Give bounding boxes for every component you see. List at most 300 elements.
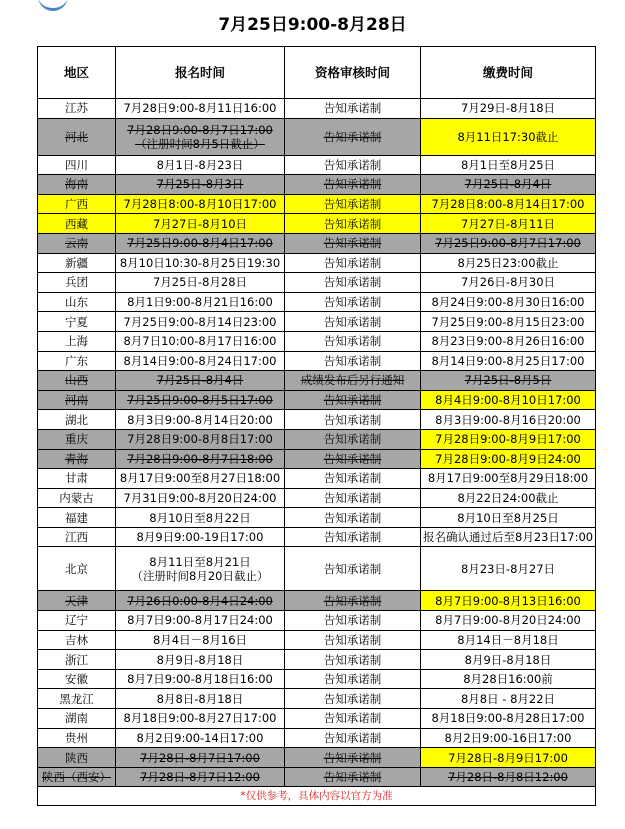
registration-line: 8月7日10:00-8月17日16:00 bbox=[123, 334, 277, 349]
cell-fee-time bbox=[421, 508, 596, 528]
registration-line: 8月1日-8月23日 bbox=[156, 157, 244, 172]
cell-fee-time bbox=[421, 214, 596, 234]
cell-region-text: 福建 bbox=[65, 510, 88, 525]
cell-region-text: 甘肃 bbox=[65, 471, 88, 486]
cell-review-time bbox=[285, 469, 421, 489]
cell-fee-time-text: 7月28日9:00-8月9日17:00 bbox=[435, 432, 581, 447]
cell-review-time bbox=[285, 194, 421, 214]
cell-region-text: 山西 bbox=[65, 373, 88, 388]
cell-region-text: 广东 bbox=[65, 353, 88, 368]
cell-review-time bbox=[285, 527, 421, 547]
cell-fee-time bbox=[421, 630, 596, 650]
cell-region-text: 西藏 bbox=[65, 216, 88, 231]
cell-region bbox=[38, 99, 116, 119]
cell-registration-time bbox=[116, 390, 285, 410]
registration-line: 7月25日9:00-8月4日17:00 bbox=[127, 236, 273, 251]
cell-region bbox=[38, 611, 116, 631]
cell-review-time bbox=[285, 709, 421, 729]
cell-fee-time-text: 7月28日8:00-8月14日17:00 bbox=[431, 197, 585, 212]
cell-review-time bbox=[285, 650, 421, 670]
cell-fee-time-text: 报名确认通过后至8月23日17:00 bbox=[423, 530, 594, 545]
cell-region-text: 陕西（西安） bbox=[42, 770, 111, 785]
registration-line: 7月25日-8月4日 bbox=[156, 373, 244, 388]
cell-region bbox=[38, 194, 116, 214]
table-row bbox=[38, 449, 596, 469]
registration-line: 7月28日9:00-8月8日17:00 bbox=[127, 432, 273, 447]
cell-review-time-text: 成绩发布后另行通知 bbox=[300, 373, 405, 388]
header-registration-time: 报名时间 bbox=[116, 47, 285, 99]
cell-review-time-text: 告知承诺制 bbox=[323, 490, 382, 505]
cell-review-time-text: 告知承诺制 bbox=[323, 129, 382, 144]
cell-review-time bbox=[285, 429, 421, 449]
cell-fee-time bbox=[421, 469, 596, 489]
table-row bbox=[38, 488, 596, 508]
cell-registration-time bbox=[116, 175, 285, 195]
cell-fee-time-text: 8月11日17:30截止 bbox=[457, 129, 559, 144]
cell-review-time-text: 告知承诺制 bbox=[323, 750, 382, 765]
cell-region bbox=[38, 371, 116, 391]
registration-line: 7月25日9:00-8月5日17:00 bbox=[127, 393, 273, 408]
cell-fee-time-text: 8月23日-8月27日 bbox=[460, 561, 556, 576]
cell-fee-time bbox=[421, 591, 596, 611]
table-row bbox=[38, 214, 596, 234]
registration-line: 8月8日-8月18日 bbox=[156, 691, 244, 706]
cell-region bbox=[38, 527, 116, 547]
cell-region bbox=[38, 689, 116, 709]
cell-region bbox=[38, 233, 116, 253]
registration-line: 8月1日9:00-8月21日16:00 bbox=[127, 295, 273, 310]
header-fee-time: 缴费时间 bbox=[421, 47, 596, 99]
cell-registration-time bbox=[116, 449, 285, 469]
cell-review-time-text: 告知承诺制 bbox=[323, 157, 382, 172]
cell-review-time-text: 告知承诺制 bbox=[323, 770, 382, 785]
cell-region-text: 云南 bbox=[65, 236, 88, 251]
table-row bbox=[38, 547, 596, 591]
cell-region-text: 江西 bbox=[65, 530, 88, 545]
cell-region-text: 天津 bbox=[65, 593, 88, 608]
cell-fee-time-text: 7月25日9:00-8月7日17:00 bbox=[435, 236, 581, 251]
table-row bbox=[38, 429, 596, 449]
cell-review-time bbox=[285, 99, 421, 119]
cell-fee-time bbox=[421, 99, 596, 119]
cell-registration-time bbox=[116, 508, 285, 528]
cell-fee-time-text: 8月2日9:00-16日17:00 bbox=[444, 730, 572, 745]
table-row bbox=[38, 410, 596, 430]
cell-review-time-text: 告知承诺制 bbox=[323, 236, 382, 251]
cell-review-time-text: 告知承诺制 bbox=[323, 652, 382, 667]
cell-review-time-text: 告知承诺制 bbox=[323, 730, 382, 745]
cell-registration-time bbox=[116, 118, 285, 155]
cell-region bbox=[38, 351, 116, 371]
registration-line: 8月4日－8月16日 bbox=[152, 632, 248, 647]
cell-region bbox=[38, 390, 116, 410]
registration-line: 7月25日9:00-8月14日23:00 bbox=[123, 314, 277, 329]
cell-region bbox=[38, 488, 116, 508]
cell-registration-time bbox=[116, 99, 285, 119]
table-row bbox=[38, 118, 596, 155]
cell-region-text: 宁夏 bbox=[65, 314, 88, 329]
cell-region bbox=[38, 429, 116, 449]
cell-region bbox=[38, 748, 116, 768]
cell-fee-time-text: 7月25日-8月5日 bbox=[464, 373, 552, 388]
cell-region-text: 陕西 bbox=[65, 750, 88, 765]
cell-registration-time bbox=[116, 253, 285, 273]
cell-review-time-text: 告知承诺制 bbox=[323, 334, 382, 349]
cell-fee-time-text: 8月24日9:00-8月30日16:00 bbox=[431, 295, 585, 310]
cell-region bbox=[38, 630, 116, 650]
registration-line: 8月10日至8月22日 bbox=[149, 510, 251, 525]
cell-fee-time bbox=[421, 449, 596, 469]
table-row bbox=[38, 650, 596, 670]
cell-region bbox=[38, 273, 116, 293]
cell-fee-time-text: 8月1日至8月25日 bbox=[460, 157, 556, 172]
cell-review-time bbox=[285, 547, 421, 591]
table-row bbox=[38, 527, 596, 547]
registration-line: 7月28日9:00-8月7日18:00 bbox=[127, 451, 273, 466]
cell-registration-time bbox=[116, 488, 285, 508]
cell-region-text: 贵州 bbox=[65, 730, 88, 745]
cell-fee-time-text: 7月25日9:00-8月15日23:00 bbox=[431, 314, 585, 329]
cell-fee-time bbox=[421, 767, 596, 787]
cell-region bbox=[38, 767, 116, 787]
cell-review-time-text: 告知承诺制 bbox=[323, 101, 382, 116]
table-row bbox=[38, 469, 596, 489]
cell-review-time-text: 告知承诺制 bbox=[323, 711, 382, 726]
cell-fee-time-text: 7月29日-8月18日 bbox=[460, 101, 556, 116]
cell-fee-time-text: 8月7日9:00-8月13日16:00 bbox=[435, 593, 581, 608]
cell-review-time bbox=[285, 689, 421, 709]
cell-registration-time bbox=[116, 669, 285, 689]
cell-review-time bbox=[285, 312, 421, 332]
note-row bbox=[38, 787, 596, 806]
cell-fee-time-text: 7月25日-8月4日 bbox=[464, 177, 552, 192]
cell-region-text: 青海 bbox=[65, 451, 88, 466]
cell-fee-time-text: 8月25日23:00截止 bbox=[457, 255, 559, 270]
registration-line: （注册时间8月20日截止） bbox=[131, 568, 269, 583]
table-row bbox=[38, 99, 596, 119]
cell-review-time bbox=[285, 767, 421, 787]
cell-fee-time bbox=[421, 371, 596, 391]
table-row bbox=[38, 371, 596, 391]
cell-region-text: 新疆 bbox=[65, 255, 88, 270]
cell-region bbox=[38, 175, 116, 195]
cell-region-text: 广西 bbox=[65, 197, 88, 212]
registration-line: 8月18日9:00-8月27日17:00 bbox=[123, 711, 277, 726]
cell-region-text: 吉林 bbox=[65, 632, 88, 647]
cell-registration-time bbox=[116, 547, 285, 591]
cell-review-time-text: 告知承诺制 bbox=[323, 314, 382, 329]
cell-registration-time bbox=[116, 611, 285, 631]
table-row bbox=[38, 748, 596, 768]
cell-region-text: 山东 bbox=[65, 295, 88, 310]
cell-fee-time bbox=[421, 410, 596, 430]
cell-fee-time-text: 8月4日9:00-8月10日17:00 bbox=[435, 393, 581, 408]
table-row bbox=[38, 253, 596, 273]
cell-review-time bbox=[285, 728, 421, 748]
table-body bbox=[38, 99, 596, 787]
cell-review-time-text: 告知承诺制 bbox=[323, 197, 382, 212]
registration-line: 8月7日9:00-8月17日24:00 bbox=[127, 613, 273, 628]
cell-region bbox=[38, 449, 116, 469]
cell-region bbox=[38, 292, 116, 312]
registration-line: 8月9日-8月18日 bbox=[156, 652, 244, 667]
cell-region-text: 重庆 bbox=[65, 432, 88, 447]
cell-region bbox=[38, 118, 116, 155]
cell-registration-time bbox=[116, 194, 285, 214]
table-header-row bbox=[38, 47, 596, 99]
cell-registration-time bbox=[116, 650, 285, 670]
cell-fee-time-text: 8月22日24:00截止 bbox=[457, 490, 559, 505]
cell-region bbox=[38, 508, 116, 528]
cell-review-time bbox=[285, 351, 421, 371]
cell-fee-time bbox=[421, 155, 596, 175]
cell-review-time-text: 告知承诺制 bbox=[323, 613, 382, 628]
cell-registration-time bbox=[116, 273, 285, 293]
cell-fee-time bbox=[421, 312, 596, 332]
table-row bbox=[38, 611, 596, 631]
table-row bbox=[38, 669, 596, 689]
cell-fee-time-text: 7月28日-8月8日12:00 bbox=[448, 770, 568, 785]
cell-region bbox=[38, 469, 116, 489]
cell-fee-time bbox=[421, 292, 596, 312]
cell-fee-time-text: 7月26日-8月30日 bbox=[460, 275, 556, 290]
cell-registration-time bbox=[116, 728, 285, 748]
cell-review-time bbox=[285, 611, 421, 631]
cell-fee-time bbox=[421, 273, 596, 293]
cell-review-time bbox=[285, 508, 421, 528]
registration-line: 8月17日9:00至8月27日18:00 bbox=[119, 471, 281, 486]
cell-region-text: 北京 bbox=[65, 561, 88, 576]
cell-review-time-text: 告知承诺制 bbox=[323, 216, 382, 231]
cell-review-time bbox=[285, 669, 421, 689]
cell-review-time-text: 告知承诺制 bbox=[323, 451, 382, 466]
cell-fee-time-text: 8月9日-8月18日 bbox=[464, 652, 552, 667]
cell-region-text: 辽宁 bbox=[65, 613, 88, 628]
cell-fee-time-text: 8月28日16:00前 bbox=[463, 672, 553, 687]
cell-registration-time bbox=[116, 331, 285, 351]
cell-registration-time bbox=[116, 155, 285, 175]
cell-review-time-text: 告知承诺制 bbox=[323, 275, 382, 290]
cell-registration-time bbox=[116, 527, 285, 547]
cell-review-time bbox=[285, 292, 421, 312]
cell-review-time bbox=[285, 390, 421, 410]
registration-line: 8月2日9:00-14日17:00 bbox=[136, 730, 264, 745]
cell-fee-time-text: 8月17日9:00至8月29日18:00 bbox=[427, 471, 589, 486]
cell-registration-time bbox=[116, 371, 285, 391]
table-row bbox=[38, 175, 596, 195]
cell-fee-time bbox=[421, 118, 596, 155]
cell-region-text: 浙江 bbox=[65, 652, 88, 667]
disclaimer-note: *仅供参考，具体内容以官方为准 bbox=[38, 787, 596, 806]
cell-region bbox=[38, 253, 116, 273]
table-row bbox=[38, 351, 596, 371]
cell-review-time bbox=[285, 175, 421, 195]
registration-line: 7月31日9:00-8月20日24:00 bbox=[123, 490, 277, 505]
table-row bbox=[38, 767, 596, 787]
cell-review-time-text: 告知承诺制 bbox=[323, 510, 382, 525]
registration-line: 7月28日9:00-8月11日16:00 bbox=[123, 101, 277, 116]
table-row bbox=[38, 508, 596, 528]
cell-review-time-text: 告知承诺制 bbox=[323, 177, 382, 192]
registration-line: 7月25日-8月28日 bbox=[152, 275, 248, 290]
cell-region bbox=[38, 709, 116, 729]
cell-region bbox=[38, 650, 116, 670]
cell-fee-time bbox=[421, 390, 596, 410]
registration-line: 8月10日10:30-8月25日19:30 bbox=[119, 255, 281, 270]
cell-review-time bbox=[285, 214, 421, 234]
cell-registration-time bbox=[116, 748, 285, 768]
cell-registration-time bbox=[116, 233, 285, 253]
cell-fee-time-text: 8月14日9:00-8月25日17:00 bbox=[431, 353, 585, 368]
cell-fee-time-text: 8月8日 - 8月22日 bbox=[460, 691, 556, 706]
cell-review-time-text: 告知承诺制 bbox=[323, 412, 382, 427]
cell-fee-time-text: 8月7日9:00-8月20日24:00 bbox=[435, 613, 581, 628]
cell-review-time-text: 告知承诺制 bbox=[323, 353, 382, 368]
cell-review-time bbox=[285, 371, 421, 391]
cell-region-text: 内蒙古 bbox=[59, 490, 94, 505]
registration-line: 7月28日9:00-8月7日17:00 bbox=[127, 122, 273, 137]
cell-region-text: 河北 bbox=[65, 129, 88, 144]
cell-review-time-text: 告知承诺制 bbox=[323, 561, 382, 576]
cell-registration-time bbox=[116, 591, 285, 611]
cell-review-time bbox=[285, 118, 421, 155]
cell-fee-time bbox=[421, 233, 596, 253]
cell-region-text: 湖北 bbox=[65, 412, 88, 427]
table-row bbox=[38, 390, 596, 410]
table-row bbox=[38, 630, 596, 650]
cell-review-time-text: 告知承诺制 bbox=[323, 471, 382, 486]
cell-registration-time bbox=[116, 630, 285, 650]
cell-region bbox=[38, 312, 116, 332]
registration-line: 7月26日0:00-8月4日24:00 bbox=[127, 593, 273, 608]
cell-registration-time bbox=[116, 292, 285, 312]
cell-fee-time-text: 7月28日-8月9日17:00 bbox=[448, 750, 568, 765]
registration-line: 8月11日至8月21日 bbox=[149, 554, 251, 569]
cell-fee-time bbox=[421, 429, 596, 449]
cell-review-time bbox=[285, 591, 421, 611]
cell-fee-time bbox=[421, 488, 596, 508]
cell-region-text: 黑龙江 bbox=[59, 691, 94, 706]
table-row bbox=[38, 194, 596, 214]
cell-fee-time-text: 8月10日至8月25日 bbox=[457, 510, 559, 525]
cell-region bbox=[38, 331, 116, 351]
cell-fee-time-text: 8月18日9:00-8月28日17:00 bbox=[431, 711, 585, 726]
cell-fee-time bbox=[421, 175, 596, 195]
cell-fee-time bbox=[421, 194, 596, 214]
cell-review-time-text: 告知承诺制 bbox=[323, 530, 382, 545]
cell-region bbox=[38, 214, 116, 234]
cell-registration-time bbox=[116, 312, 285, 332]
cell-fee-time-text: 7月27日-8月11日 bbox=[460, 216, 556, 231]
cell-review-time bbox=[285, 331, 421, 351]
cell-review-time bbox=[285, 253, 421, 273]
registration-line: （注册时间8月5日截止） bbox=[135, 136, 265, 151]
cell-fee-time bbox=[421, 669, 596, 689]
table-row bbox=[38, 689, 596, 709]
cell-region-text: 四川 bbox=[65, 157, 88, 172]
cell-fee-time-text: 8月14日－8月18日 bbox=[457, 632, 559, 647]
cell-fee-time bbox=[421, 728, 596, 748]
cell-fee-time bbox=[421, 253, 596, 273]
registration-line: 8月3日9:00-8月14日20:00 bbox=[127, 412, 273, 427]
cell-fee-time-text: 8月3日9:00-8月16日20:00 bbox=[435, 412, 581, 427]
cell-fee-time bbox=[421, 547, 596, 591]
cell-region-text: 河南 bbox=[65, 393, 88, 408]
cell-fee-time bbox=[421, 689, 596, 709]
cell-fee-time bbox=[421, 351, 596, 371]
cell-registration-time bbox=[116, 709, 285, 729]
table-row bbox=[38, 709, 596, 729]
registration-line: 8月7日9:00-8月18日16:00 bbox=[127, 672, 273, 687]
cell-review-time bbox=[285, 488, 421, 508]
header-review-time: 资格审核时间 bbox=[285, 47, 421, 99]
cell-region-text: 上海 bbox=[65, 334, 88, 349]
cell-region-text: 兵团 bbox=[65, 275, 88, 290]
cell-review-time bbox=[285, 748, 421, 768]
cell-registration-time bbox=[116, 214, 285, 234]
cell-fee-time bbox=[421, 709, 596, 729]
header-region: 地区 bbox=[38, 47, 116, 99]
cell-fee-time-text: 8月23日9:00-8月26日16:00 bbox=[431, 334, 585, 349]
cell-fee-time bbox=[421, 527, 596, 547]
cell-review-time bbox=[285, 449, 421, 469]
table-row bbox=[38, 312, 596, 332]
table-row bbox=[38, 292, 596, 312]
registration-line: 8月9日9:00-19日17:00 bbox=[136, 530, 264, 545]
page-title: 7月25日9:00-8月28日 bbox=[218, 15, 407, 35]
cell-region bbox=[38, 591, 116, 611]
cell-region bbox=[38, 410, 116, 430]
table-row bbox=[38, 273, 596, 293]
table-row bbox=[38, 591, 596, 611]
registration-line: 7月27日-8月10日 bbox=[152, 216, 248, 231]
cell-review-time-text: 告知承诺制 bbox=[323, 393, 382, 408]
cell-registration-time bbox=[116, 689, 285, 709]
cell-registration-time bbox=[116, 410, 285, 430]
cell-region-text: 湖南 bbox=[65, 711, 88, 726]
cell-fee-time bbox=[421, 748, 596, 768]
cell-fee-time-text: 7月28日9:00-8月9日24:00 bbox=[435, 451, 581, 466]
cell-review-time-text: 告知承诺制 bbox=[323, 255, 382, 270]
cell-review-time-text: 告知承诺制 bbox=[323, 432, 382, 447]
cell-review-time bbox=[285, 155, 421, 175]
cell-region bbox=[38, 547, 116, 591]
cell-registration-time bbox=[116, 429, 285, 449]
cell-fee-time bbox=[421, 331, 596, 351]
table-row bbox=[38, 155, 596, 175]
registration-line: 7月25日-8月3日 bbox=[156, 177, 244, 192]
table-row bbox=[38, 331, 596, 351]
cell-review-time-text: 告知承诺制 bbox=[323, 632, 382, 647]
cell-region bbox=[38, 155, 116, 175]
cell-registration-time bbox=[116, 351, 285, 371]
table-row bbox=[38, 728, 596, 748]
registration-line: 7月28日8:00-8月10日17:00 bbox=[123, 197, 277, 212]
cell-registration-time bbox=[116, 767, 285, 787]
cell-review-time-text: 告知承诺制 bbox=[323, 691, 382, 706]
table-row bbox=[38, 233, 596, 253]
cell-review-time bbox=[285, 630, 421, 650]
registration-line: 7月28日-8月7日12:00 bbox=[140, 770, 260, 785]
cell-region-text: 海南 bbox=[65, 177, 88, 192]
cell-review-time bbox=[285, 410, 421, 430]
cell-review-time-text: 告知承诺制 bbox=[323, 672, 382, 687]
registration-line: 7月28日-8月7日17:00 bbox=[140, 750, 260, 765]
cell-review-time bbox=[285, 233, 421, 253]
cell-region bbox=[38, 669, 116, 689]
cell-region-text: 江苏 bbox=[65, 101, 88, 116]
cell-fee-time bbox=[421, 650, 596, 670]
